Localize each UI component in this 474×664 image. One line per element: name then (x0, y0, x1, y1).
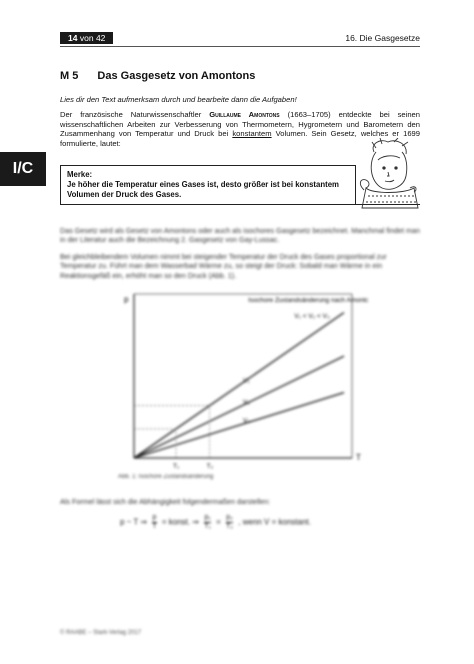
header-divider (60, 46, 420, 47)
blurred-paragraph-1: Das Gesetz wird als Gesetz von Amontons oder auch als isochores Gasgesetz bezeichnet. Manchmal findet man in der Literatur auch die Bezeichnung 2. Gasgesetz von Gay-Lussac. (60, 226, 420, 245)
copyright: © RAABE – Stark-Verlag 2017 (60, 630, 142, 636)
formula-fraction-3 (226, 514, 233, 531)
pressure-temperature-chart (112, 288, 368, 472)
intro-part3: Volumen. Sein Gesetz, welches er 1699 formulierte, lautet: (60, 129, 420, 148)
worksheet-code: M 5 (60, 70, 79, 82)
intro-part1: Der französische Naturwissenschaftler (60, 110, 202, 119)
series-line-1 (134, 313, 344, 458)
series-line-3 (134, 393, 344, 458)
chart-subtitle: V₁ < V₂ < V₃ (294, 313, 330, 320)
instruction-text: Lies dir den Text aufmerksam durch und bearbeite dann die Aufgaben! (60, 95, 297, 104)
formula-eq: = (216, 517, 221, 527)
chapter-title: 16. Die Gasgesetze (345, 33, 420, 43)
x-axis-label: T (356, 453, 361, 462)
series-line-2 (134, 356, 344, 458)
merke-box (60, 165, 356, 205)
x-tick-label-1: T₁ (173, 463, 180, 470)
page-number-chip (60, 32, 113, 44)
intro-underlined: konstantem (232, 129, 272, 139)
formula (120, 514, 311, 531)
frac3-den: T₂ (226, 523, 234, 530)
chart-title: Isochore Zustandsänderung nach Amontons (248, 297, 368, 304)
page-separator: von (79, 33, 94, 43)
frac3-num: p₂ (226, 514, 233, 521)
formula-mid: = konst. ⇒ (161, 517, 200, 527)
series-label-2: V₂ (243, 399, 250, 407)
page-current: 14 (68, 33, 78, 43)
blurred-paragraph-2: Bei gleichbleibendem Volumen nimmt bei steigender Temperatur der Druck des Gases proportional zur Temperatur zu. Führt man dem Wasserbad Wärme zu, so steigt der Druck: Sobald man Wärme in ein Reaktionsgefäß ein, erhöht man so den Druck (Abb. 1). (60, 252, 387, 280)
formula-fraction-2 (204, 514, 211, 531)
formula-fraction-1 (152, 514, 156, 531)
merke-title: Merke: (67, 170, 93, 179)
frac1-den: T (152, 523, 157, 530)
chart-caption: Abb. 1: Isochore Zustandsänderung (118, 474, 214, 480)
formula-intro: Als Formel lässt sich die Abhängigkeit folgendermaßen darstellen: (60, 497, 271, 506)
worksheet-heading: Das Gasgesetz von Amontons (97, 70, 256, 82)
scientist-name: Guillaume Amontons (209, 110, 280, 119)
page-total: 42 (95, 33, 106, 43)
frac2-num: p₁ (204, 514, 211, 521)
y-axis-label: p (124, 295, 129, 304)
series-label-3: V₃ (243, 417, 250, 425)
series-label-1: V₁ (243, 377, 250, 385)
formula-right: , wenn V = konstant. (238, 517, 311, 527)
frac1-num: p (152, 514, 157, 521)
page-header (60, 32, 420, 44)
intro-part2: (1663–1705) entdeckte bei seinen wissenschaftlichen Arbeiten zur Verbesserung von Thermometern, Hygrometern und Barometern den Zusammenhang von Temperatur und Druck bei (60, 110, 420, 139)
frac2-den: T₁ (204, 523, 211, 530)
x-tick-label-2: T₂ (206, 463, 214, 470)
thinking-student-icon (352, 138, 424, 220)
merke-text: Je höher die Temperatur eines Gases ist, desto größer ist bei konstantem Volumen der Druck des Gases. (67, 180, 339, 199)
chart-svg (112, 288, 368, 472)
formula-left: p ~ T ⇒ (120, 517, 148, 527)
worksheet-title (60, 70, 255, 82)
level-tab: I/C (0, 152, 46, 186)
